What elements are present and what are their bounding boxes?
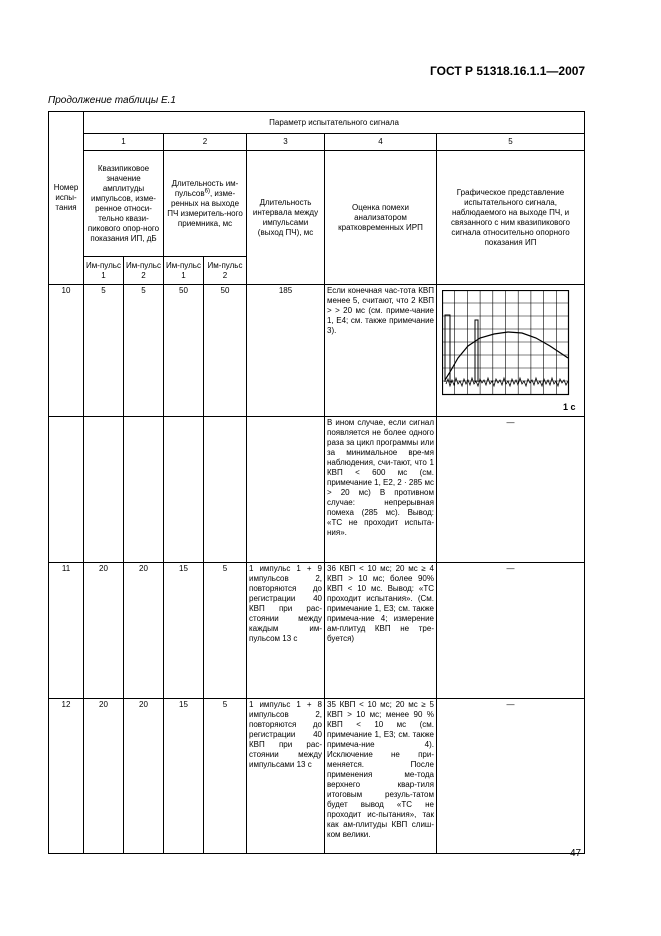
table-caption: Продолжение таблицы Е.1: [48, 95, 176, 106]
cell-test-number: 11: [49, 563, 84, 699]
cell-amplitude-1: 5: [84, 285, 124, 417]
cell-test-number: 12: [49, 699, 84, 854]
header-graph: Графическое представление испытательного сигнала, наблюдаемого на выходе ПЧ, и связанного с ним квазипикового сигнала относительно опорного показания ИП: [437, 151, 585, 285]
cell-duration-2: 50: [204, 285, 247, 417]
table-row-test-10: [49, 285, 585, 417]
cell-evaluation: Если конечная час-тота КВП менее 5, считают, что 2 КВП > > 20 мс (см. приме-чание 1, Е4; см. также примечание 3).: [325, 285, 437, 417]
colnum-5: 5: [437, 134, 585, 151]
cell-empty: [124, 417, 164, 563]
cell-duration-2: 5: [204, 563, 247, 699]
cell-empty: [247, 417, 325, 563]
header-evaluation: Оценка помехи анализатором кратковременных ИРП: [325, 151, 437, 285]
header-row-numbers: [49, 134, 585, 151]
header-row-group: [49, 112, 585, 134]
table-row-test-12: [49, 699, 585, 854]
signal-graph-svg: [442, 290, 580, 402]
table-row-test-11: [49, 563, 585, 699]
cell-empty: [164, 417, 204, 563]
header-duration-post: , изме-ренных на выходе ПЧ измеритель-ного приемника, мс: [167, 188, 243, 228]
cell-interval: 185: [247, 285, 325, 417]
cell-amplitude-2: 20: [124, 563, 164, 699]
table-row-test-10-continued: [49, 417, 585, 563]
cell-interval: 1 импульс 1 + 9 импульсов 2, повторяются до регистрации 40 КВП при рас-стоянии между каждым им-пульсом 13 с: [247, 563, 325, 699]
sub-pulse-1-amplitude: Им-пульс 1: [84, 257, 124, 285]
cell-evaluation: В ином случае, если сигнал появляется не более одного раза за цикл программы или за минимальное вре-мя наблюдения, счи-тают, что 1 КВП < 600 мс (см. примечание 1, Е2, 2 · 285 мс > 20 мс) В противном случае: непрерывная помеха (285 мс). Вывод: «ТС не проходит испыта-ния».: [325, 417, 437, 563]
cell-graph-dash: —: [437, 417, 585, 563]
cell-evaluation: 35 КВП < 10 мс; 20 мс ≥ 5 КВП > 10 мс; менее 90 % КВП < 10 мс (см. примечание 1, Е3; см. также примеча-ние 4). Исключение не при-меняется. После применения ме-тода верхнего квар-тиля итоговым резуль-татом будет вывод «ТС не проходит ис-пытания», так как ам-плитуды КВП слиш-ком велики.: [325, 699, 437, 854]
cell-graph: [437, 285, 585, 417]
group-header: Параметр испытательного сигнала: [84, 112, 585, 134]
header-duration: [164, 151, 247, 257]
cell-duration-1: 15: [164, 699, 204, 854]
header-row-titles: [49, 151, 585, 257]
document-header: ГОСТ Р 51318.16.1.1—2007: [430, 64, 586, 78]
cell-duration-2: 5: [204, 699, 247, 854]
cell-amplitude-2: 20: [124, 699, 164, 854]
graph-time-label: 1 с: [562, 402, 576, 412]
cell-graph-dash: —: [437, 699, 585, 854]
header-duration-pre: Длительность им-пульсов: [171, 178, 239, 198]
header-duration-footnote: 6): [204, 187, 210, 194]
cell-test-number: 10: [49, 285, 84, 417]
cell-duration-1: 15: [164, 563, 204, 699]
cell-empty: [204, 417, 247, 563]
cell-interval: 1 импульс 1 + 8 импульсов 2, повторяются до регистрации 40 КВП при рас-стоянии между импульсами 13 с: [247, 699, 325, 854]
cell-empty: [84, 417, 124, 563]
cell-graph-dash: —: [437, 563, 585, 699]
graph-noise: [446, 378, 568, 386]
cell-empty: [49, 417, 84, 563]
graph-qp-curve: [445, 332, 568, 380]
header-interval: Длительность интервала между импульсами (выход ПЧ), мс: [247, 151, 325, 285]
colnum-2: 2: [164, 134, 247, 151]
colnum-3: 3: [247, 134, 325, 151]
cell-amplitude-1: 20: [84, 699, 124, 854]
colnum-4: 4: [325, 134, 437, 151]
cell-evaluation: 36 КВП < 10 мс; 20 мс ≥ 4 КВП > 10 мс; более 90% КВП < 10 мс. Вывод: «ТС проходит испытания». (См. примечание 1, Е3; см. также примеча-ние 4; измерение ам-плитуд КВП не тре-буется): [325, 563, 437, 699]
sub-pulse-2-duration: Им-пульс 2: [204, 257, 247, 285]
sub-pulse-1-duration: Им-пульс 1: [164, 257, 204, 285]
test-table: [48, 111, 585, 854]
cell-amplitude-1: 20: [84, 563, 124, 699]
colnum-1: 1: [84, 134, 164, 151]
sub-pulse-2-amplitude: Им-пульс 2: [124, 257, 164, 285]
signal-graph: [442, 290, 580, 412]
page-number: 47: [570, 848, 582, 859]
cell-duration-1: 50: [164, 285, 204, 417]
header-amplitude: Квазипиковое значение амплитуды импульсов, изме-ренное относи-тельно квази-пикового опор-ного показания ИП, дБ: [84, 151, 164, 257]
graph-grid: [442, 290, 569, 395]
col-test-number-header: Номер испы-тания: [49, 112, 84, 285]
cell-amplitude-2: 5: [124, 285, 164, 417]
